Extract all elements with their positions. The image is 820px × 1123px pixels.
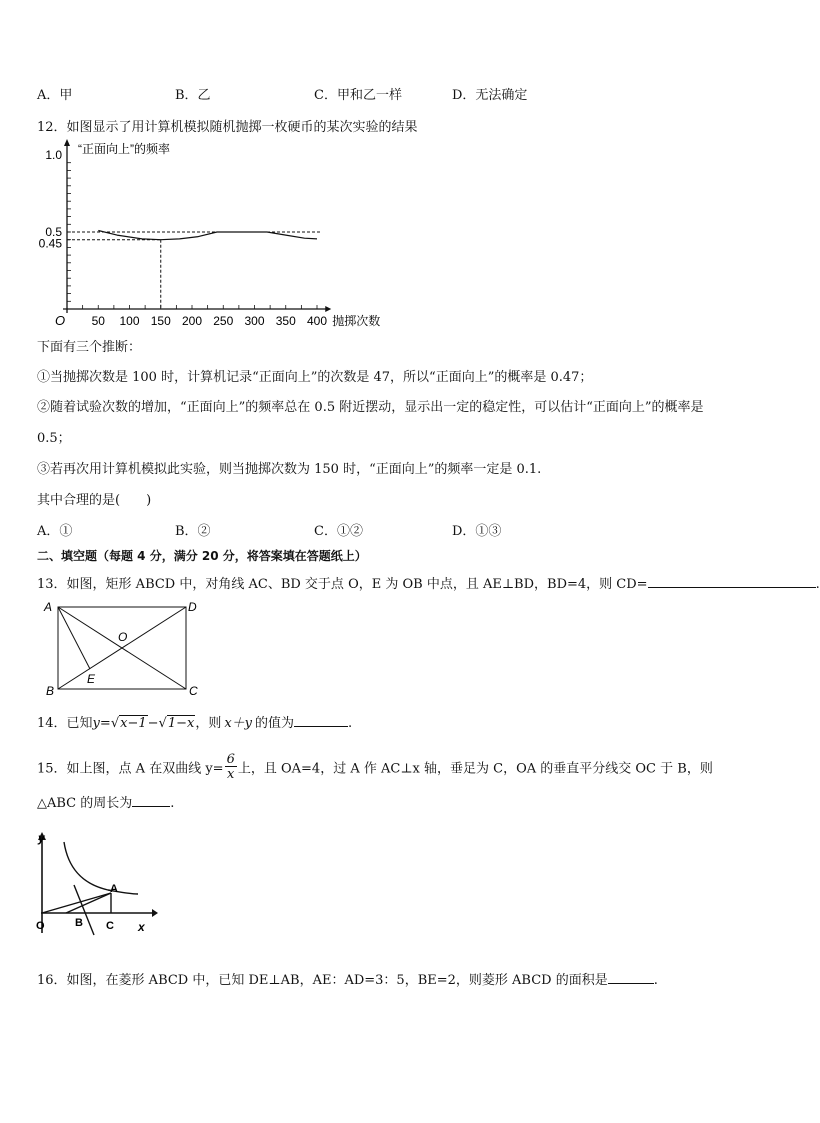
- x-tick-label: 300: [244, 314, 265, 328]
- x-axis-label: 抛掷次数: [332, 314, 381, 328]
- q11-option-b: B．乙: [175, 88, 211, 103]
- q12-option-a: A．①: [37, 524, 73, 539]
- q14-eq: =: [99, 716, 111, 731]
- q12-option-b: B．②: [175, 524, 211, 539]
- q11-option-d: D．无法确定: [452, 88, 528, 103]
- q12-stem: 12．如图显示了用计算机模拟随机抛掷一枚硬币的某次实验的结果: [37, 120, 418, 135]
- section-heading: 二、填空题（每题 4 分，满分 20 分，将答案填在答题纸上）: [37, 549, 367, 563]
- label-d: D: [188, 600, 197, 614]
- origin-label: O: [55, 313, 66, 328]
- y-tick-label: 1.0: [45, 148, 62, 162]
- q15-fraction: [225, 753, 237, 781]
- q15-answer-blank[interactable]: [132, 794, 170, 807]
- point-b-label: B: [75, 917, 83, 929]
- q13-end: .: [815, 577, 820, 592]
- q13-stem: 13．如图，矩形 ABCD 中，对角线 AC、BD 交于点 O，E 为 OB 中点，且 AE⊥BD，BD=4，则 CD=: [37, 577, 648, 592]
- q12-ask: 其中合理的是( ): [37, 493, 152, 508]
- y-tick-label: 0.5: [45, 225, 62, 239]
- x-tick-label: 350: [275, 314, 296, 328]
- q15-line2: [37, 792, 174, 811]
- q16-answer-blank[interactable]: [608, 971, 654, 984]
- q15-end: .: [170, 796, 175, 811]
- y-tick-label: 0.45: [38, 236, 62, 251]
- y-axis-arrow: [64, 139, 70, 146]
- point-a-label: A: [110, 883, 118, 895]
- label-b: B: [46, 684, 55, 698]
- x-tick-label: 150: [150, 314, 171, 328]
- q14-text: 14．已知y=√x−1−√1−x，则 x＋y 的值为 .: [37, 716, 353, 731]
- x-tick-label: 50: [91, 314, 105, 328]
- q15-pre: 15．如上图，点 A 在双曲线 y=: [37, 761, 224, 777]
- q11-option-a: A．甲: [37, 88, 73, 103]
- label-a: A: [44, 600, 53, 614]
- point-c-label: C: [106, 920, 114, 932]
- point-o-label: O: [36, 920, 45, 932]
- q14-root-1: x−1: [120, 716, 147, 731]
- x-tick-label: 100: [119, 314, 140, 328]
- q15-text: [37, 752, 713, 783]
- q14-mid: ，则: [195, 716, 222, 731]
- q12-option-d: D．①③: [452, 524, 502, 539]
- x-tick-label: 250: [213, 314, 234, 328]
- q16-text: [37, 969, 658, 988]
- q12-statement-2a: ②随着试验次数的增加，“正面向上”的频率总在 0.5 附近摆动，显示出一定的稳定性，可以估计“正面向上”的概率是: [37, 400, 704, 415]
- q14-post: 的值为: [255, 716, 295, 731]
- q13-answer-blank[interactable]: [648, 575, 816, 588]
- q12-statement-2b: 0.5；: [37, 431, 71, 446]
- q14-answer-blank[interactable]: [294, 714, 348, 727]
- x-tick-label: 400: [306, 314, 328, 328]
- q14-root-2: 1−x: [167, 716, 195, 731]
- q11-option-c: C．甲和乙一样: [314, 88, 402, 103]
- x-tick-label: 200: [181, 314, 203, 328]
- rectangle-figure: [38, 597, 208, 699]
- q12-intro: 下面有三个推断：: [37, 340, 142, 355]
- frequency-chart: [30, 136, 400, 328]
- y-axis-label: “正面向上”的频率: [78, 142, 170, 156]
- label-c: C: [189, 684, 198, 698]
- q14-end: .: [348, 716, 353, 731]
- q16-end: .: [653, 973, 658, 988]
- q12-option-c: C．①②: [314, 524, 363, 539]
- q14-y: y: [92, 716, 100, 731]
- q12-statement-1: ①当抛掷次数是 100 时，计算机记录“正面向上”的次数是 47，所以“正面向上”的概率是 0.47；: [37, 370, 593, 385]
- label-e: E: [87, 672, 96, 686]
- q12-statement-3: ③若再次用计算机模拟此实验，则当抛掷次数为 150 时，“正面向上”的频率一定是 0.1.: [37, 462, 542, 477]
- q14-xy: x＋y: [224, 716, 253, 731]
- hyperbola-figure: [34, 830, 159, 940]
- x-axis-arrow: [325, 306, 331, 312]
- q15-denominator: x: [227, 767, 235, 782]
- q14-minus: −: [147, 716, 159, 731]
- q15-line2-text: △ABC 的周长为: [37, 796, 133, 811]
- q14-pre: 14．已知: [37, 716, 93, 731]
- q16-stem: 16．如图，在菱形 ABCD 中，已知 DE⊥AB，AE：AD=3：5，BE=2，则菱形 ABCD 的面积是: [37, 973, 608, 988]
- q15-numerator: 6: [226, 752, 235, 767]
- q15-post: 上，且 OA=4，过 A 作 AC⊥x 轴，垂足为 C，OA 的垂直平分线交 OC 于 B，则: [237, 761, 713, 777]
- axis-y-label: y: [38, 831, 45, 845]
- axis-x-label: x: [138, 920, 145, 934]
- q13-text: [37, 573, 820, 592]
- label-o: O: [118, 630, 128, 644]
